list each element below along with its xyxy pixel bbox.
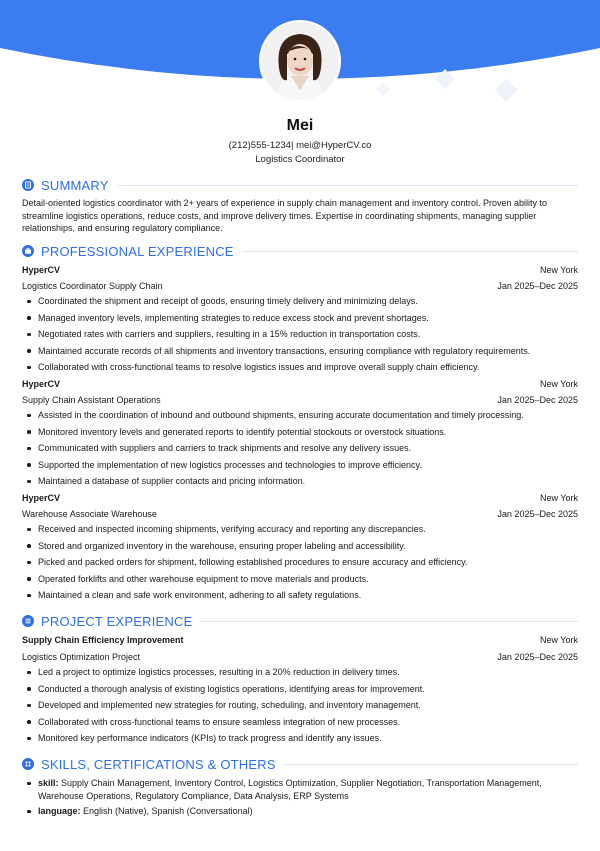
skill-label: skill: bbox=[38, 778, 59, 788]
phone: (212)555-1234 bbox=[228, 140, 291, 151]
list-item: Collaborated with cross-functional teams to ensure seamless integration of new processes. bbox=[22, 714, 578, 731]
list-item bbox=[22, 805, 578, 818]
job-1-header bbox=[22, 264, 578, 276]
skills-list bbox=[22, 777, 578, 821]
summary-text: Detail-oriented logistics coordinator with 2+ years of experience in supply chain management and inventory control. Proven ability to streamline logistics operations, reduce costs, and improve delivery times. Expertise in coordinating shipments, managing supplier relationships, and ensuring regulatory compliance. bbox=[22, 198, 548, 233]
job-3-subheader bbox=[22, 508, 578, 520]
job-location: New York bbox=[539, 379, 578, 389]
grid-icon bbox=[22, 758, 34, 770]
job-role: Logistics Coordinator bbox=[255, 154, 345, 165]
project-icon bbox=[22, 615, 34, 627]
job-dates: Jan 2025–Dec 2025 bbox=[497, 395, 578, 405]
list-item: Developed and implemented new strategies for routing, scheduling, and inventory management. bbox=[22, 697, 578, 714]
job-position: Supply Chain Assistant Operations bbox=[22, 395, 161, 405]
briefcase-icon bbox=[22, 245, 34, 257]
project-name: Supply Chain Efficiency Improvement bbox=[22, 635, 184, 645]
list-item: Maintained a database of supplier contacts and pricing information. bbox=[22, 473, 578, 490]
list-item: Maintained accurate records of all shipments and inventory transactions, ensuring compliance with regulatory requirements. bbox=[22, 343, 578, 360]
job-2-bullets bbox=[22, 407, 578, 490]
project-dates: Jan 2025–Dec 2025 bbox=[497, 652, 578, 662]
company-name: HyperCV bbox=[22, 265, 61, 275]
list-item: Received and inspected incoming shipments, verifying accuracy and reporting any discrepancies. bbox=[22, 521, 578, 538]
skills-section-header bbox=[22, 755, 578, 773]
job-location: New York bbox=[539, 493, 578, 503]
job-position: Warehouse Associate Warehouse bbox=[22, 509, 157, 519]
list-item: Maintained a clean and safe work environment, adhering to all safety regulations. bbox=[22, 587, 578, 604]
section-title: PROJECT EXPERIENCE bbox=[41, 613, 193, 629]
job-1-bullets bbox=[22, 293, 578, 376]
project-section-header bbox=[22, 612, 578, 630]
list-item: Monitored inventory levels and generated reports to identify potential stockouts or overstock situations. bbox=[22, 424, 578, 441]
job-dates: Jan 2025–Dec 2025 bbox=[497, 281, 578, 291]
project-1-bullets bbox=[22, 664, 578, 747]
section-divider bbox=[117, 185, 578, 186]
section-divider bbox=[284, 764, 578, 765]
candidate-name: Mei bbox=[286, 117, 314, 134]
section-title: SUMMARY bbox=[41, 177, 109, 193]
list-item: Collaborated with cross-functional teams to resolve logistics issues and improve overall supply chain efficiency. bbox=[22, 359, 578, 376]
project-subtitle: Logistics Optimization Project bbox=[22, 652, 141, 662]
job-1-subheader bbox=[22, 280, 578, 292]
language-value: English (Native), Spanish (Conversational) bbox=[83, 806, 253, 816]
list-item: Led a project to optimize logistics processes, resulting in a 20% reduction in delivery times. bbox=[22, 664, 578, 681]
project-location: New York bbox=[539, 635, 578, 645]
language-label: language: bbox=[38, 806, 81, 816]
summary-section-header bbox=[22, 176, 578, 194]
skill-value: Supply Chain Management, Inventory Control, Logistics Optimization, Supplier Negotiation, Transportation Management, Warehouse Operations, Regulatory Compliance, Data Analysis, ERP Systems bbox=[38, 778, 542, 801]
email[interactable]: mei@HyperCV.co bbox=[296, 140, 372, 151]
contact-line bbox=[0, 140, 600, 151]
project-1-subheader bbox=[22, 651, 578, 663]
list-item: Picked and packed orders for shipment, following established procedures to ensure accuracy and efficiency. bbox=[22, 554, 578, 571]
list-item: Negotiated rates with carriers and suppliers, resulting in a 15% reduction in transportation costs. bbox=[22, 326, 578, 343]
job-2-header bbox=[22, 378, 578, 390]
job-3-header bbox=[22, 492, 578, 504]
list-item: Managed inventory levels, implementing strategies to reduce excess stock and prevent shortages. bbox=[22, 310, 578, 327]
list-item: Assisted in the coordination of inbound and outbound shipments, ensuring accurate documentation and timely processing. bbox=[22, 407, 578, 424]
list-item: Conducted a thorough analysis of existing logistics operations, identifying areas for improvement. bbox=[22, 681, 578, 698]
job-3-bullets bbox=[22, 521, 578, 604]
section-divider bbox=[200, 621, 578, 622]
list-item: Coordinated the shipment and receipt of goods, ensuring timely delivery and minimizing delays. bbox=[22, 293, 578, 310]
job-dates: Jan 2025–Dec 2025 bbox=[497, 509, 578, 519]
list-item: Monitored key performance indicators (KPIs) to track progress and identify any issues. bbox=[22, 730, 578, 747]
list-item: Communicated with suppliers and carriers to track shipments and resolve any delivery issues. bbox=[22, 440, 578, 457]
project-1-header bbox=[22, 634, 578, 646]
experience-section-header bbox=[22, 242, 578, 260]
list-item: Operated forklifts and other warehouse equipment to move materials and products. bbox=[22, 571, 578, 588]
list-item: Stored and organized inventory in the warehouse, ensuring proper labeling and accessibility. bbox=[22, 538, 578, 555]
company-name: HyperCV bbox=[22, 379, 61, 389]
section-title: SKILLS, CERTIFICATIONS & OTHERS bbox=[41, 756, 276, 772]
contact-separator: | bbox=[290, 140, 297, 151]
list-item: Supported the implementation of new logistics processes and technologies to improve efficiency. bbox=[22, 457, 578, 474]
job-location: New York bbox=[539, 265, 578, 275]
job-position: Logistics Coordinator Supply Chain bbox=[22, 281, 163, 291]
list-item bbox=[22, 777, 578, 802]
avatar bbox=[261, 22, 339, 100]
job-2-subheader bbox=[22, 394, 578, 406]
summary-icon bbox=[22, 179, 34, 191]
section-title: PROFESSIONAL EXPERIENCE bbox=[41, 243, 234, 259]
company-name: HyperCV bbox=[22, 493, 61, 503]
section-divider bbox=[242, 251, 578, 252]
